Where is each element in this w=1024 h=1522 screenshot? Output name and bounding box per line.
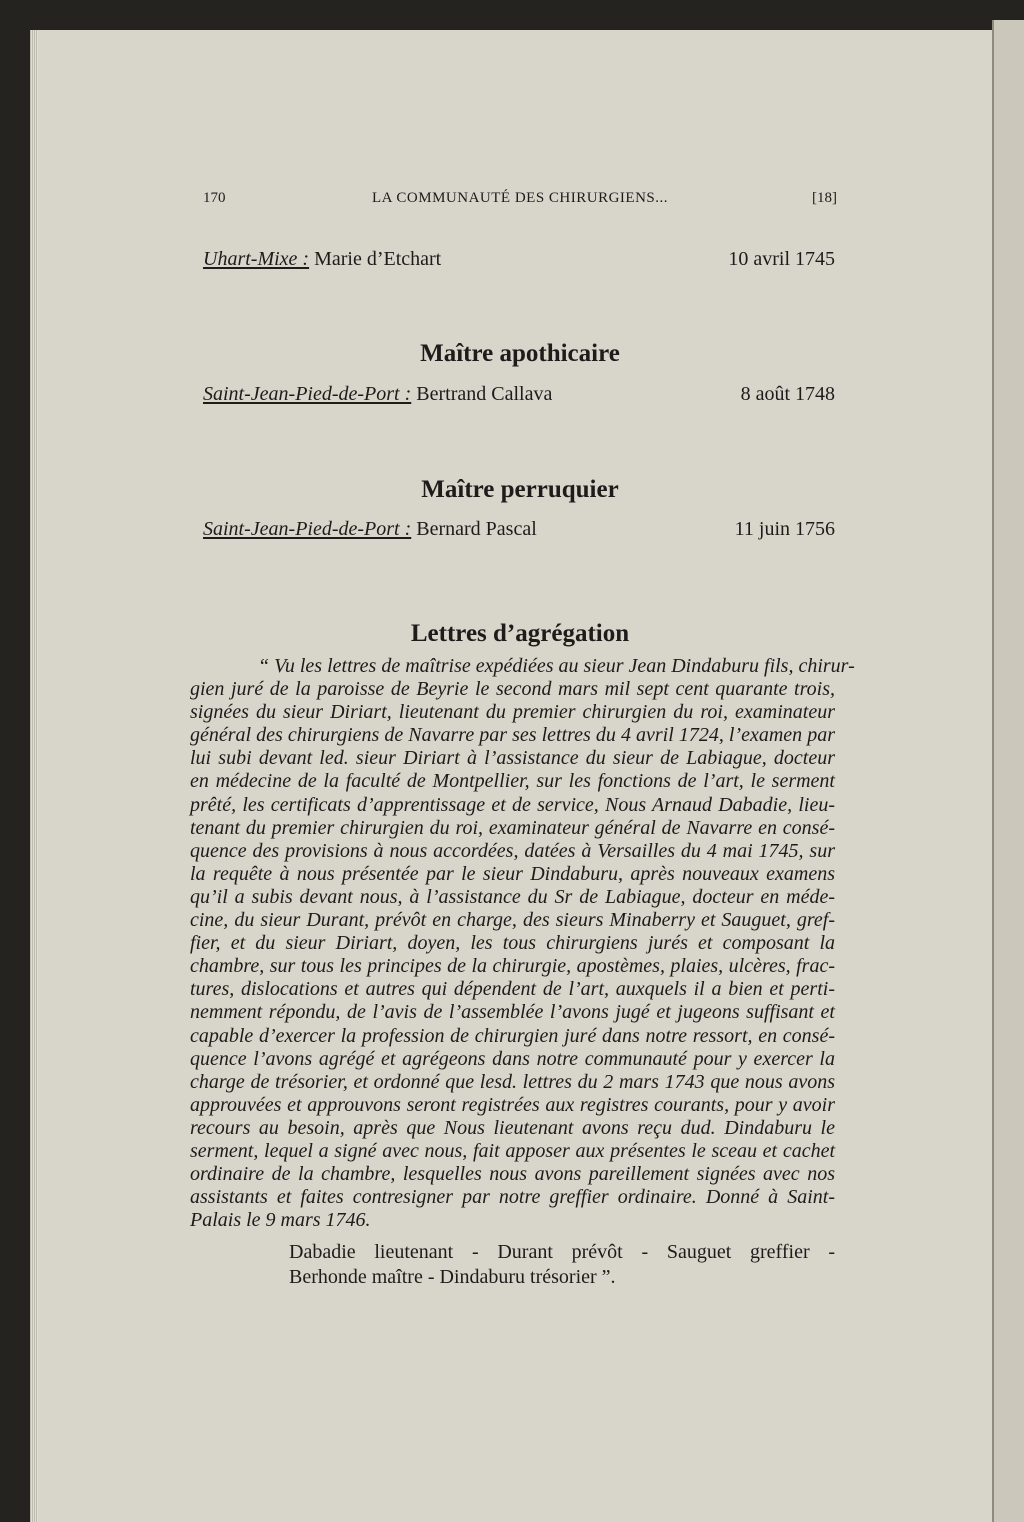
paragraph-line: ordinaire de la chambre, lesquelles nous avons pareillement signées avec nos [190,1163,835,1186]
paragraph-line: serment, lequel a signé avec nous, fait apposer aux présentes le sceau et cachet [190,1139,835,1162]
paragraph-line: capable d’exercer la profession de chirurgien juré dans notre ressort, en consé- [190,1024,835,1047]
paragraph-line: assistants et faites contresigner par notre greffier ordinaire. Donné à Saint- [190,1186,835,1209]
paragraph-line: lui subi devant led. sieur Diriart à l’assistance du sieur de Labiague, docteur [190,747,835,770]
paragraph-line: prêté, les certificats d’apprentissage et de service, Nous Arnaud Dabadie, lieu- [190,793,835,816]
paragraph-line: “ Vu les lettres de maîtrise expédiées au sieur Jean Dindaburu fils, chirur- [258,655,855,677]
paragraph-line: recours au besoin, après que Nous lieutenant avons reçu dud. Dindaburu le [190,1116,835,1139]
paragraph-line: général des chirurgiens de Navarre par ses lettres du 4 avril 1724, l’examen par [190,724,835,747]
paragraph-line: la requête à nous présentée par le sieur Dindaburu, après nouveaux examens [190,862,835,885]
quoted-letter [190,655,855,1232]
page-number: 170 [203,190,226,206]
paragraph-line: charge de trésorier, et ordonné que lesd. lettres du 2 mars 1743 que nous avons [190,1070,835,1093]
paragraph-line: en médecine de la faculté de Montpellier, sur les fonctions de l’art, le serment [190,770,835,793]
paragraph-line: quence l’avons agrégé et agrégeons dans notre communauté pour y exercer la [190,1047,835,1070]
entry-date: 11 juin 1756 [734,518,835,540]
signature-line: Dabadie lieutenant - Durant prévôt - Sauguet greffier - [289,1241,835,1263]
heading-perruquier: Maître perruquier [421,476,619,503]
heading-lettres: Lettres d’agrégation [410,620,630,647]
paragraph-line: fier, et du sieur Diriart, doyen, les tous chirurgiens jurés et composant la [190,932,835,955]
paragraph-line: gien juré de la paroisse de Beyrie le second mars mil sept cent quarante trois, [190,678,835,701]
paragraph-line: tenant du premier chirurgien du roi, examinateur général de Navarre en consé- [190,816,835,839]
paragraph-line: cine, du sieur Durant, prévôt en charge, des sieurs Minaberry et Sauguet, gref- [190,909,835,932]
signatures [289,1240,835,1290]
paragraph-line: nemment répondu, de l’avis de l’assemblée l’avons jugé et jugeons suffisant et [190,1001,835,1024]
page-edges [30,30,38,1522]
adjacent-page [992,20,1024,1522]
running-title: LA COMMUNAUTÉ DES CHIRURGIENS... [371,190,668,206]
paragraph-line: qu’il a subis devant nous, à l’assistance du Sr de Labiague, docteur en méde- [190,885,835,908]
heading-apothicaire: Maître apothicaire [420,340,620,367]
paragraph-line: Palais le 9 mars 1746. [190,1209,371,1232]
paragraph-line: quence des provisions à nous accordées, datées à Versailles du 4 mai 1745, sur [190,839,835,862]
entry-place: Saint-Jean-Pied-de-Port : Bernard Pascal [203,518,537,540]
entry-place: Uhart-Mixe : Marie d’Etchart [203,248,442,270]
paragraph-line: chambre, sur tous les principes de la chirurgie, apostèmes, plaies, ulcères, frac- [190,955,835,978]
section-number: [18] [812,190,837,206]
paragraph-line: approuvées et approuvons seront registrées aux registres courants, pour y avoir [190,1093,835,1116]
entry-place: Saint-Jean-Pied-de-Port : Bertrand Callava [203,383,553,405]
signature-line: Berhonde maître - Dindaburu trésorier ”. [289,1266,616,1288]
paragraph-line: signées du sieur Diriart, lieutenant du premier chirurgien du roi, examinateur [190,701,835,724]
paragraph-line: tures, dislocations et autres qui dépendent de l’art, auxquels il a bien et perti- [190,978,835,1001]
entry-date: 8 août 1748 [740,383,835,405]
entry-date: 10 avril 1745 [728,248,835,270]
